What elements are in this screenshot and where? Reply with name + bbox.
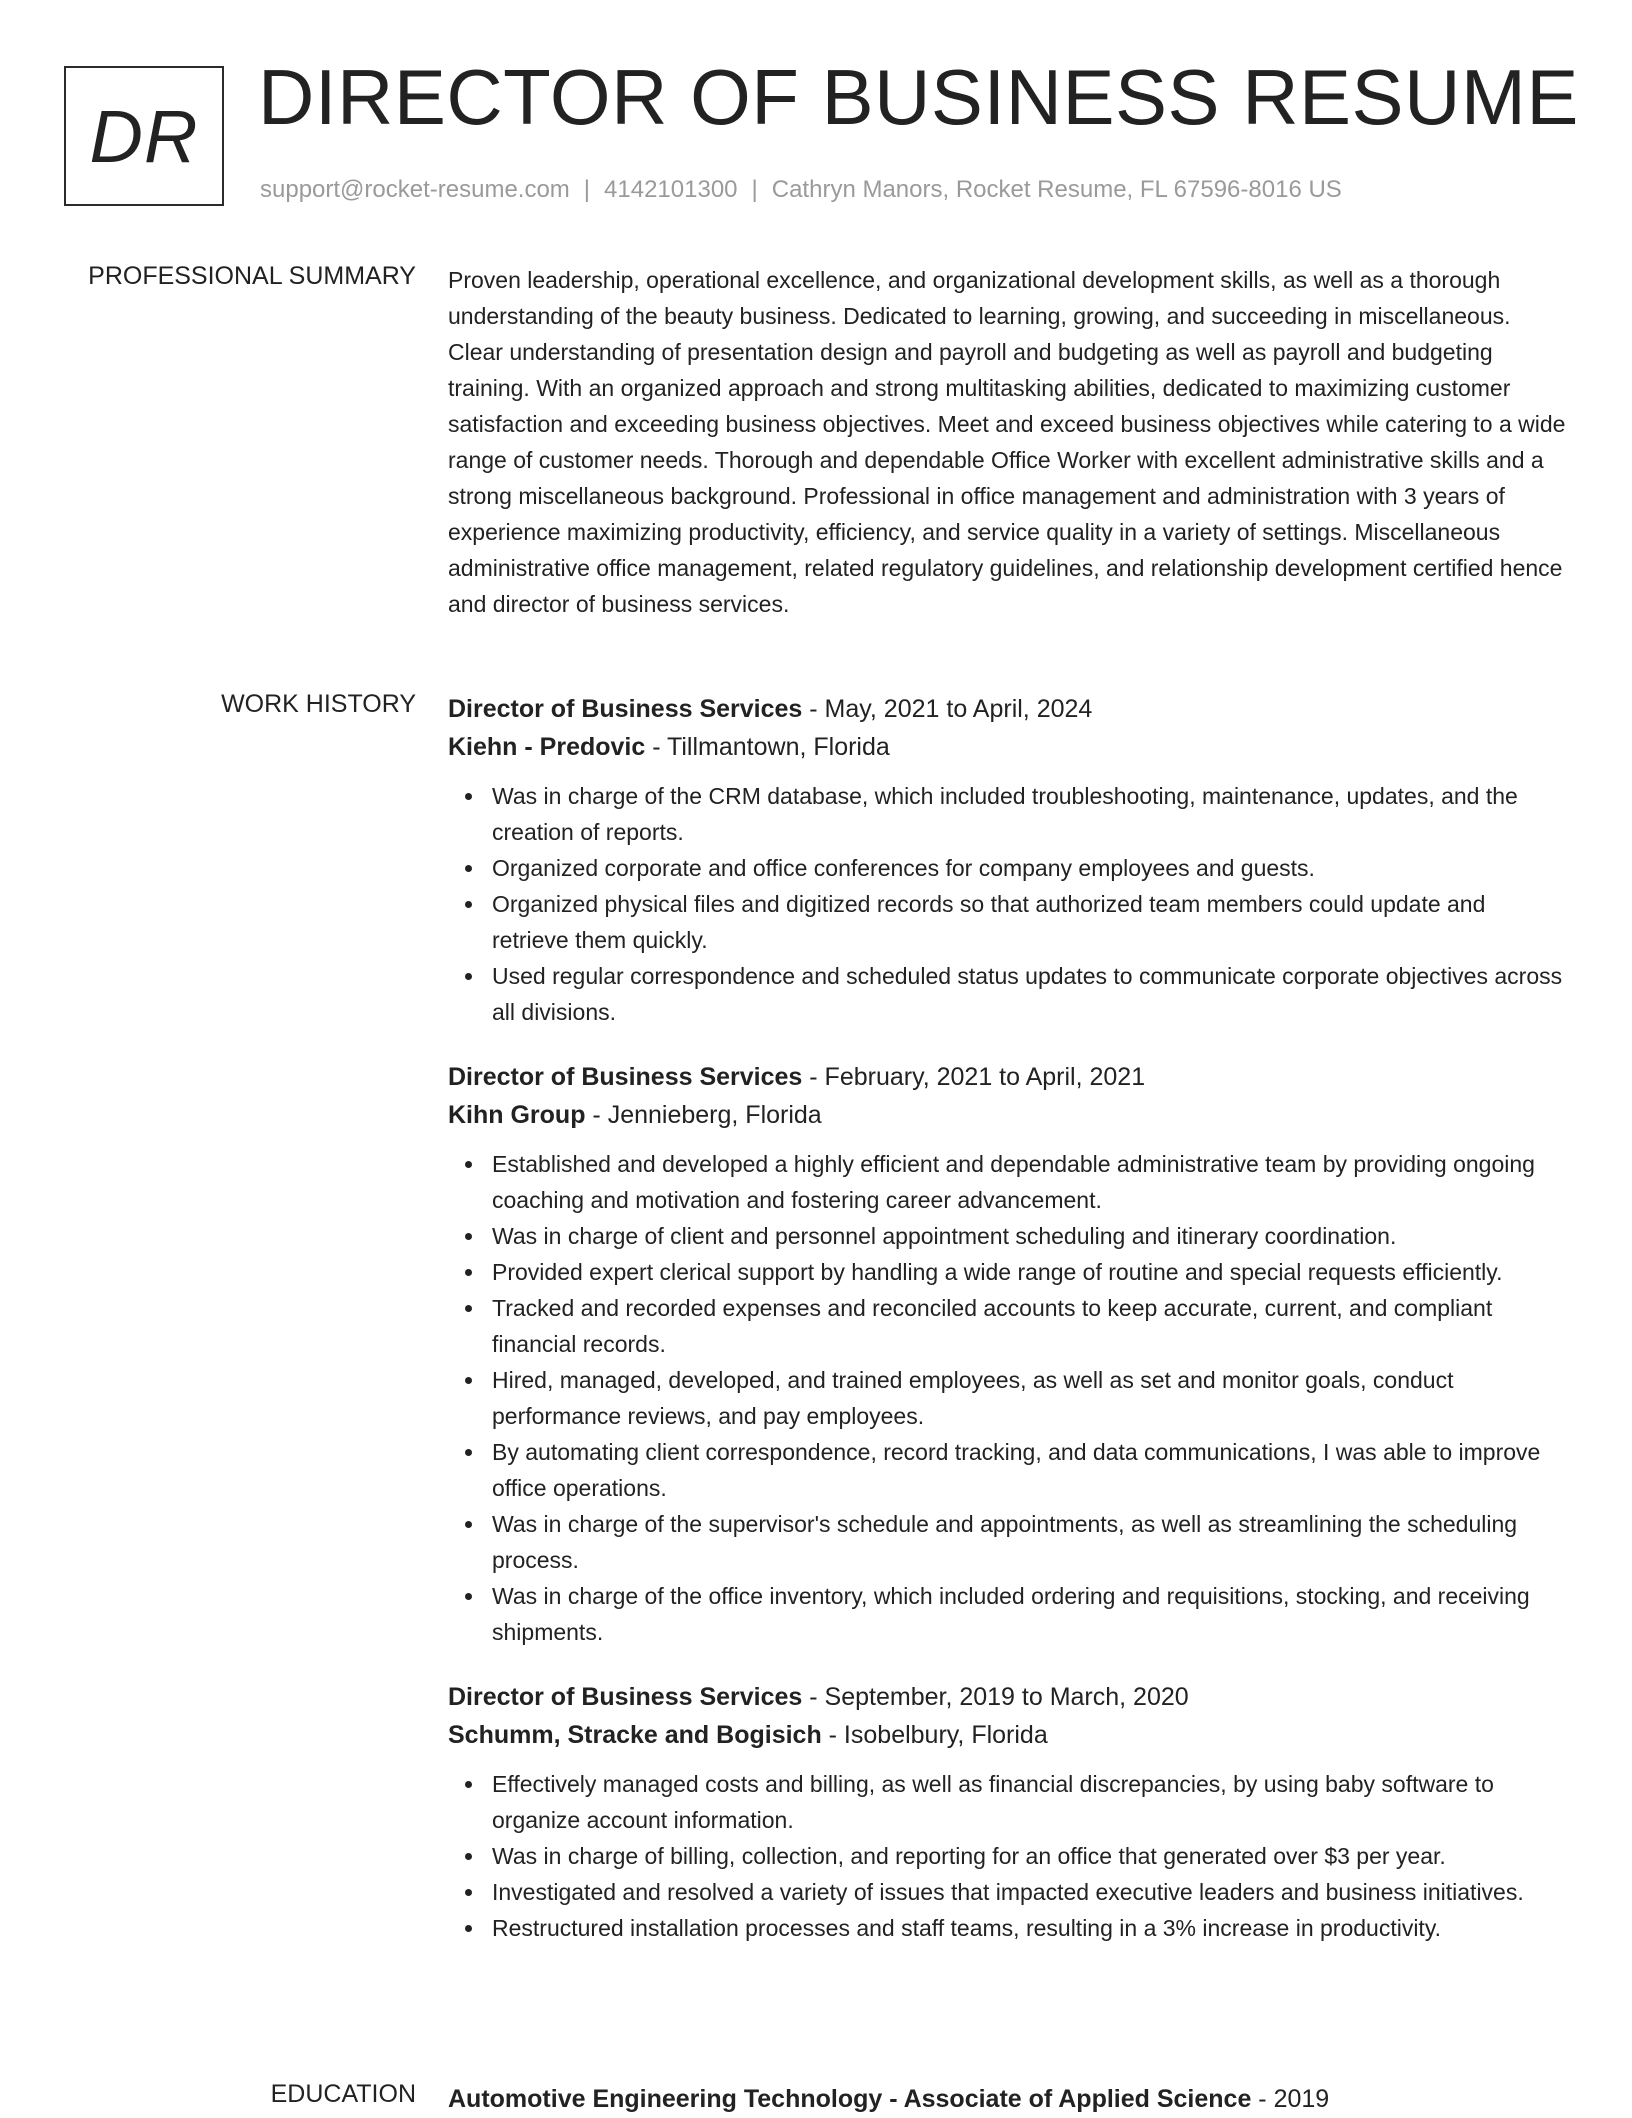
job-bullet: Organized physical files and digitized records so that authorized team members could update and retrieve them quickly. bbox=[492, 886, 1568, 958]
education-label: EDUCATION bbox=[270, 2080, 416, 2108]
job-bullet: Effectively managed costs and billing, as well as financial discrepancies, by using baby software to organize account information. bbox=[492, 1766, 1568, 1838]
job-bullet: Investigated and resolved a variety of issues that impacted executive leaders and business initiatives. bbox=[492, 1874, 1568, 1910]
job-title-line bbox=[448, 1678, 1568, 1716]
education-body bbox=[448, 2080, 1568, 2118]
job-dates: - May, 2021 to April, 2024 bbox=[802, 695, 1093, 723]
job-bullet: Used regular correspondence and scheduled status updates to communicate corporate objectives across all divisions. bbox=[492, 958, 1568, 1030]
job-bullet: Was in charge of billing, collection, and reporting for an office that generated over $3 per year. bbox=[492, 1838, 1568, 1874]
job-title-line bbox=[448, 1058, 1568, 1096]
job-company: Kiehn - Predovic bbox=[448, 733, 646, 761]
contact-separator: | bbox=[751, 176, 758, 203]
job-bullet: Restructured installation processes and staff teams, resulting in a 3% increase in productivity. bbox=[492, 1910, 1568, 1946]
job-bullet: Established and developed a highly efficient and dependable administrative team by providing ongoing coaching and motivation and fostering career advancement. bbox=[492, 1146, 1568, 1218]
job-bullet: Was in charge of the supervisor's schedule and appointments, as well as streamlining the scheduling process. bbox=[492, 1506, 1568, 1578]
job-company-line bbox=[448, 728, 1568, 766]
contact-address: Cathryn Manors, Rocket Resume, FL 67596-8016 US bbox=[771, 176, 1342, 203]
summary-label: PROFESSIONAL SUMMARY bbox=[88, 262, 416, 290]
monogram-initials: DR bbox=[89, 94, 199, 178]
job-entry bbox=[448, 1678, 1568, 1946]
job-bullet: Was in charge of client and personnel appointment scheduling and itinerary coordination. bbox=[492, 1218, 1568, 1254]
job-location: - Tillmantown, Florida bbox=[645, 733, 890, 761]
education-degree: Automotive Engineering Technology - Associate of Applied Science bbox=[448, 2085, 1252, 2113]
resume-title: DIRECTOR OF BUSINESS RESUME bbox=[258, 53, 1579, 141]
work-history-label: WORK HISTORY bbox=[221, 690, 416, 718]
job-title-line bbox=[448, 690, 1568, 728]
job-company: Schumm, Stracke and Bogisich bbox=[448, 1721, 822, 1749]
contact-email: support@rocket-resume.com bbox=[260, 176, 570, 203]
job-bullet: Provided expert clerical support by handling a wide range of routine and special requests efficiently. bbox=[492, 1254, 1568, 1290]
contact-phone: 4142101300 bbox=[604, 176, 738, 203]
job-bullets bbox=[448, 778, 1568, 1030]
contact-line bbox=[260, 176, 1342, 204]
work-history-body bbox=[448, 690, 1568, 1974]
job-bullet: Was in charge of the CRM database, which included troubleshooting, maintenance, updates, and the creation of reports. bbox=[492, 778, 1568, 850]
job-bullet: Organized corporate and office conferences for company employees and guests. bbox=[492, 850, 1568, 886]
job-location: - Jennieberg, Florida bbox=[585, 1101, 822, 1129]
job-entry bbox=[448, 690, 1568, 1030]
job-dates: - September, 2019 to March, 2020 bbox=[802, 1683, 1189, 1711]
job-title: Director of Business Services bbox=[448, 1683, 803, 1711]
job-bullets bbox=[448, 1146, 1568, 1650]
summary-body bbox=[448, 262, 1568, 622]
job-title: Director of Business Services bbox=[448, 1063, 803, 1091]
job-bullet: Tracked and recorded expenses and reconciled accounts to keep accurate, current, and compliant financial records. bbox=[492, 1290, 1568, 1362]
job-dates: - February, 2021 to April, 2021 bbox=[802, 1063, 1146, 1091]
job-title: Director of Business Services bbox=[448, 695, 803, 723]
job-bullet: By automating client correspondence, record tracking, and data communications, I was able to improve office operations. bbox=[492, 1434, 1568, 1506]
education-year: - 2019 bbox=[1251, 2085, 1330, 2113]
monogram-box bbox=[64, 66, 224, 206]
job-company: Kihn Group bbox=[448, 1101, 586, 1129]
summary-text: Proven leadership, operational excellence, and organizational development skills, as well as a thorough understanding of the beauty business. Dedicated to learning, growing, and succeeding in miscellaneous. Clear understanding of presentation design and payroll and budgeting as well as payroll and budgeting training. With an organized approach and strong multitasking abilities, dedicated to maximizing customer satisfaction and exceeding business objectives. Meet and exceed business objectives while catering to a wide range of customer needs. Thorough and dependable Office Worker with excellent administrative skills and a strong miscellaneous background. Professional in office management and administration with 3 years of experience maximizing productivity, efficiency, and service quality in a variety of settings. Miscellaneous administrative office management, related regulatory guidelines, and relationship development certified hence and director of business services. bbox=[448, 267, 1566, 617]
job-company-line bbox=[448, 1096, 1568, 1134]
job-location: - Isobelbury, Florida bbox=[821, 1721, 1048, 1749]
job-company-line bbox=[448, 1716, 1568, 1754]
job-bullets bbox=[448, 1766, 1568, 1946]
contact-separator: | bbox=[583, 176, 591, 203]
education-line bbox=[448, 2080, 1568, 2118]
job-bullet: Hired, managed, developed, and trained employees, as well as set and monitor goals, conduct performance reviews, and pay employees. bbox=[492, 1362, 1568, 1434]
job-entry bbox=[448, 1058, 1568, 1650]
job-bullet: Was in charge of the office inventory, which included ordering and requisitions, stocking, and receiving shipments. bbox=[492, 1578, 1568, 1650]
